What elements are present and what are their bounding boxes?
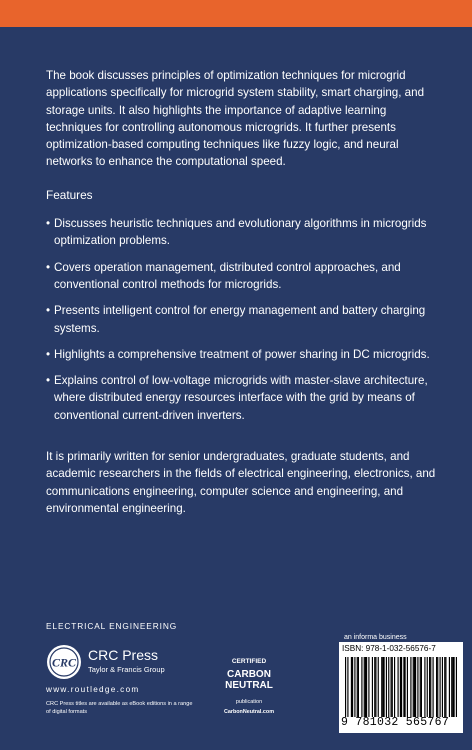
feature-item: • Presents intelligent control for energy management and battery charging systems. <box>46 302 444 337</box>
barcode-stripe <box>444 657 445 717</box>
audience-paragraph: It is primarily written for senior undergraduates, graduate students, and academic researchers in the fields of electrical engineering, electronics, and communications engineering, computer science and engineering, and environmental engineering. <box>46 450 436 515</box>
barcode-stripe <box>414 657 415 717</box>
barcode-stripe <box>436 657 437 717</box>
feature-item: • Explains control of low-voltage microgrids with master-slave architecture, where distributed energy resources interface with the grid by means of conventional current-driven inverters. <box>46 372 444 424</box>
carbon-main-text: CARBON <box>227 669 271 680</box>
barcode-stripe <box>364 657 365 717</box>
barcode-stripe <box>440 657 441 717</box>
barcode-stripe <box>354 657 355 717</box>
accent-bar <box>0 0 472 27</box>
publisher-group: Taylor & Francis Group <box>88 665 165 674</box>
barcode-stripe <box>451 657 452 717</box>
barcode-stripe <box>407 657 408 717</box>
barcode-stripe <box>421 657 422 717</box>
barcode-stripe <box>403 657 404 717</box>
barcode-stripe <box>437 657 438 717</box>
features-heading: Features <box>46 187 93 202</box>
barcode-stripe <box>351 657 352 717</box>
publisher-website: www.routledge.com <box>46 685 140 694</box>
barcode-stripe <box>352 657 353 717</box>
carbon-certified-text: CERTIFIED <box>231 658 267 665</box>
barcode-stripe <box>454 657 455 717</box>
crc-logo-icon <box>46 644 82 680</box>
carbon-neutral-badge-icon <box>214 655 284 717</box>
barcode-stripe <box>398 657 399 717</box>
feature-item: • Covers operation management, distributed control approaches, and conventional control methods for microgrids. <box>46 259 444 294</box>
barcode-icon <box>345 657 457 717</box>
barcode-stripe <box>372 657 373 717</box>
barcode-stripe <box>366 657 367 717</box>
barcode-stripe <box>394 657 395 717</box>
barcode-stripe <box>449 657 450 717</box>
barcode-stripe <box>456 657 457 717</box>
barcode-stripe <box>415 657 416 717</box>
barcode-stripe <box>357 657 358 717</box>
barcode-stripe <box>430 657 431 717</box>
description-block <box>46 67 444 517</box>
barcode-stripe <box>427 657 428 717</box>
barcode-stripe <box>445 657 446 717</box>
barcode-stripe <box>382 657 383 717</box>
barcode-stripe <box>384 657 385 717</box>
carbon-url: CarbonNeutral.com <box>223 709 275 715</box>
barcode-stripe <box>374 657 375 717</box>
barcode-stripe <box>365 657 366 717</box>
barcode-stripe <box>433 657 434 717</box>
barcode-stripe <box>392 657 393 717</box>
barcode-stripe <box>442 657 443 717</box>
publisher-name: CRC Press <box>88 647 159 663</box>
barcode-stripe <box>378 657 379 717</box>
barcode-stripe <box>400 657 401 717</box>
barcode-stripe <box>410 657 411 717</box>
barcode-stripe <box>345 657 346 717</box>
ebook-note: CRC Press titles are available as eBook editions in a range of digital formats <box>46 701 193 715</box>
barcode-stripe <box>347 657 348 717</box>
barcode-stripe <box>413 657 414 717</box>
barcode-stripe <box>424 657 425 717</box>
subject-category: ELECTRICAL ENGINEERING <box>46 621 178 631</box>
carbon-publication-text: publication <box>235 699 263 705</box>
barcode-stripe <box>391 657 392 717</box>
barcode-stripe <box>368 657 369 717</box>
barcode-stripe <box>401 657 402 717</box>
barcode-stripe <box>358 657 359 717</box>
barcode-stripe <box>452 657 453 717</box>
barcode-stripe <box>361 657 362 717</box>
barcode-stripe <box>381 657 382 717</box>
barcode-stripe <box>429 657 430 717</box>
intro-paragraph: The book discusses principles of optimization techniques for microgrid applications specifically for microgrid system stability, smart charging, and storage units. It also highlights the importance of adaptive learning techniques for controlling autonomous microgrids. It further presents optimization-based computing techniques like fuzzy logic, and neural networks to enhance the computational speed. <box>46 69 425 169</box>
barcode-stripe <box>405 657 406 717</box>
barcode-stripe <box>417 657 418 717</box>
barcode-stripe <box>386 657 387 717</box>
features-list <box>46 215 444 424</box>
isbn-label: ISBN: 978-1-032-56576-7 <box>342 644 436 653</box>
barcode-box <box>339 642 463 733</box>
crc-logo-text: CRC <box>51 655 77 670</box>
feature-item: • Highlights a comprehensive treatment of power sharing in DC microgrids. <box>46 346 444 363</box>
barcode-stripe <box>375 657 376 717</box>
neutral-main-text: NEUTRAL <box>225 680 273 691</box>
feature-item: • Discusses heuristic techniques and evolutionary algorithms in microgrids optimization problems. <box>46 215 444 250</box>
barcode-stripe <box>388 657 389 717</box>
informa-tagline: an informa business <box>344 634 407 641</box>
barcode-stripe <box>420 657 421 717</box>
barcode-number: 9 781032 565767 <box>341 716 450 729</box>
